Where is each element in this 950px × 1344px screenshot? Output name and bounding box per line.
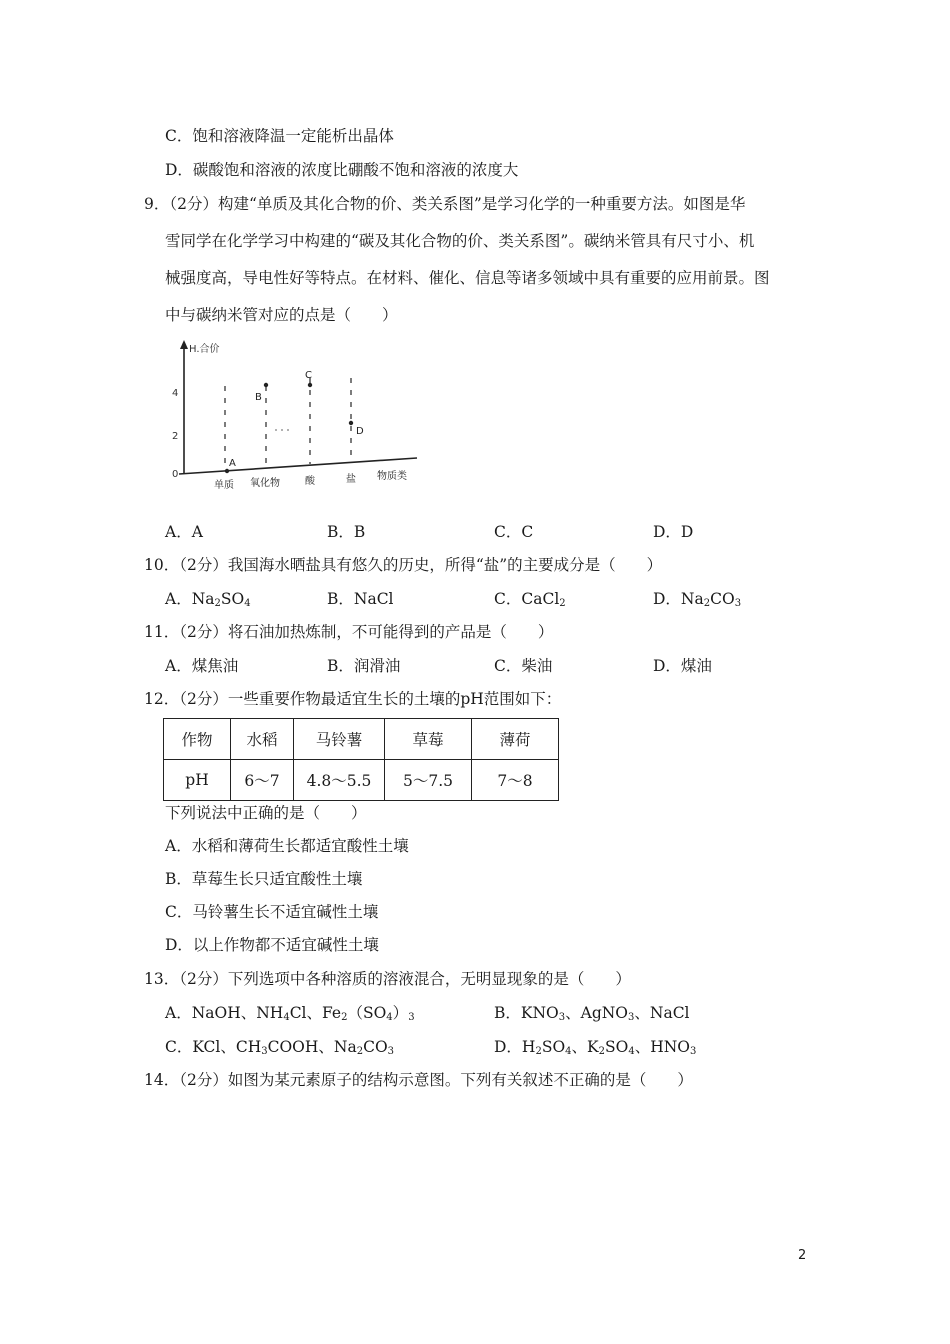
table-cell: 6～7: [231, 760, 294, 801]
q13-option-d: D．$H_2SO_4$、$K_2SO_4$、$HNO_3$: [494, 1038, 697, 1057]
table-header-cell: 马铃薯: [294, 719, 385, 760]
q10-option-d: D．$Na_2CO_3$: [653, 590, 742, 609]
x-tick-substance-class: 物质类: [377, 471, 407, 482]
point-c-label: C: [305, 370, 312, 381]
point-d: [349, 421, 353, 425]
q10-option-c: C．CaCl$_2$: [494, 590, 566, 609]
q13-option-b: B．$KNO_3$、AgNO$_3$、NaCl: [494, 1004, 690, 1023]
ph-range-table: [163, 718, 559, 801]
q14-stem: 14．（2分）如图为某元素原子的结构示意图。下列有关叙述不正确的是（ ）: [144, 1071, 693, 1089]
point-b: [264, 383, 268, 387]
q9-option-b: B．B: [327, 523, 366, 541]
table-header-cell: 薄荷: [472, 719, 559, 760]
q11-option-d: D．煤油: [653, 657, 712, 675]
x-tick-elemental: 单质: [214, 480, 234, 491]
page-number: 2: [798, 1248, 807, 1263]
point-b-label: B: [255, 392, 262, 403]
table-header-cell: 水稻: [231, 719, 294, 760]
table-header-cell: 作物: [164, 719, 231, 760]
table-cell: 4.8～5.5: [294, 760, 385, 801]
x-tick-acid: 酸: [305, 476, 315, 487]
q11-option-c: C．柴油: [494, 657, 553, 675]
table-cell: pH: [164, 760, 231, 801]
table-row: [164, 719, 559, 760]
q12-option-d: D．以上作物都不适宜碱性土壤: [165, 936, 379, 954]
q11-stem: 11．（2分）将石油加热炼制，不可能得到的产品是（ ）: [144, 623, 554, 641]
q10-stem: 10．（2分）我国海水晒盐具有悠久的历史，所得“盐”的主要成分是（ ）: [144, 556, 663, 574]
q12-stem: 12．（2分）一些重要作物最适宜生长的土壤的pH范围如下：: [144, 690, 562, 708]
q11-option-a: A．煤焦油: [165, 657, 239, 675]
table-cell: 5～7.5: [385, 760, 472, 801]
q13-option-a: A．NaOH、$NH_4Cl$、$Fe_2(SO_4)_3$: [165, 1004, 415, 1023]
q9-option-d: D．D: [653, 523, 694, 541]
table-header-cell: 草莓: [385, 719, 472, 760]
q9-stem-line2: 雪同学在化学学习中构建的“碳及其化合物的价、类关系图”。碳纳米管具有尺寸小、机: [165, 232, 755, 250]
point-c: [308, 383, 312, 387]
y-tick-2: 2: [172, 431, 179, 442]
x-tick-salt: 盐: [346, 474, 356, 485]
q12-option-a: A．水稻和薄荷生长都适宜酸性土壤: [165, 837, 409, 855]
y-axis-label: H.合价: [189, 344, 220, 355]
point-a-label: A: [229, 458, 236, 469]
y-tick-4: 4: [172, 388, 179, 399]
q10-option-b: B．NaCl: [327, 590, 394, 608]
q12-option-b: B．草莓生长只适宜酸性土壤: [165, 870, 363, 888]
q9-stem-line4: 中与碳纳米管对应的点是（ ）: [165, 306, 398, 324]
q9-option-a: A．A: [165, 523, 203, 541]
q13-stem: 13．（2分）下列选项中各种溶质的溶液混合，无明显现象的是（ ）: [144, 970, 631, 988]
q12-option-c: C．马铃薯生长不适宜碱性土壤: [165, 903, 379, 921]
q10-option-a: A．$Na_2SO_4$: [165, 590, 251, 609]
point-d-label: D: [356, 426, 364, 437]
carbon-valence-class-diagram: [165, 338, 425, 498]
table-row: [164, 760, 559, 801]
q9-stem-line1: 9．（2分）构建“单质及其化合物的价、类关系图”是学习化学的一种重要方法。如图是华: [144, 195, 746, 213]
x-tick-oxide: 氧化物: [250, 478, 280, 489]
q13-option-c: C．KCl、$CH_3COOH$、$Na_2CO_3$: [165, 1038, 395, 1057]
q12-prompt: 下列说法中正确的是（ ）: [165, 804, 367, 822]
q9-option-c: C．C: [494, 523, 534, 541]
q8-option-c: C．饱和溶液降温一定能析出晶体: [165, 127, 394, 145]
y-tick-0: 0: [172, 469, 179, 480]
q9-stem-line3: 械强度高，导电性好等特点。在材料、催化、信息等诸多领域中具有重要的应用前景。图: [165, 269, 770, 287]
table-cell: 7～8: [472, 760, 559, 801]
q11-option-b: B．润滑油: [327, 657, 401, 675]
q8-option-d: D．碳酸饱和溶液的浓度比硼酸不饱和溶液的浓度大: [165, 161, 519, 179]
point-a: [225, 469, 229, 473]
